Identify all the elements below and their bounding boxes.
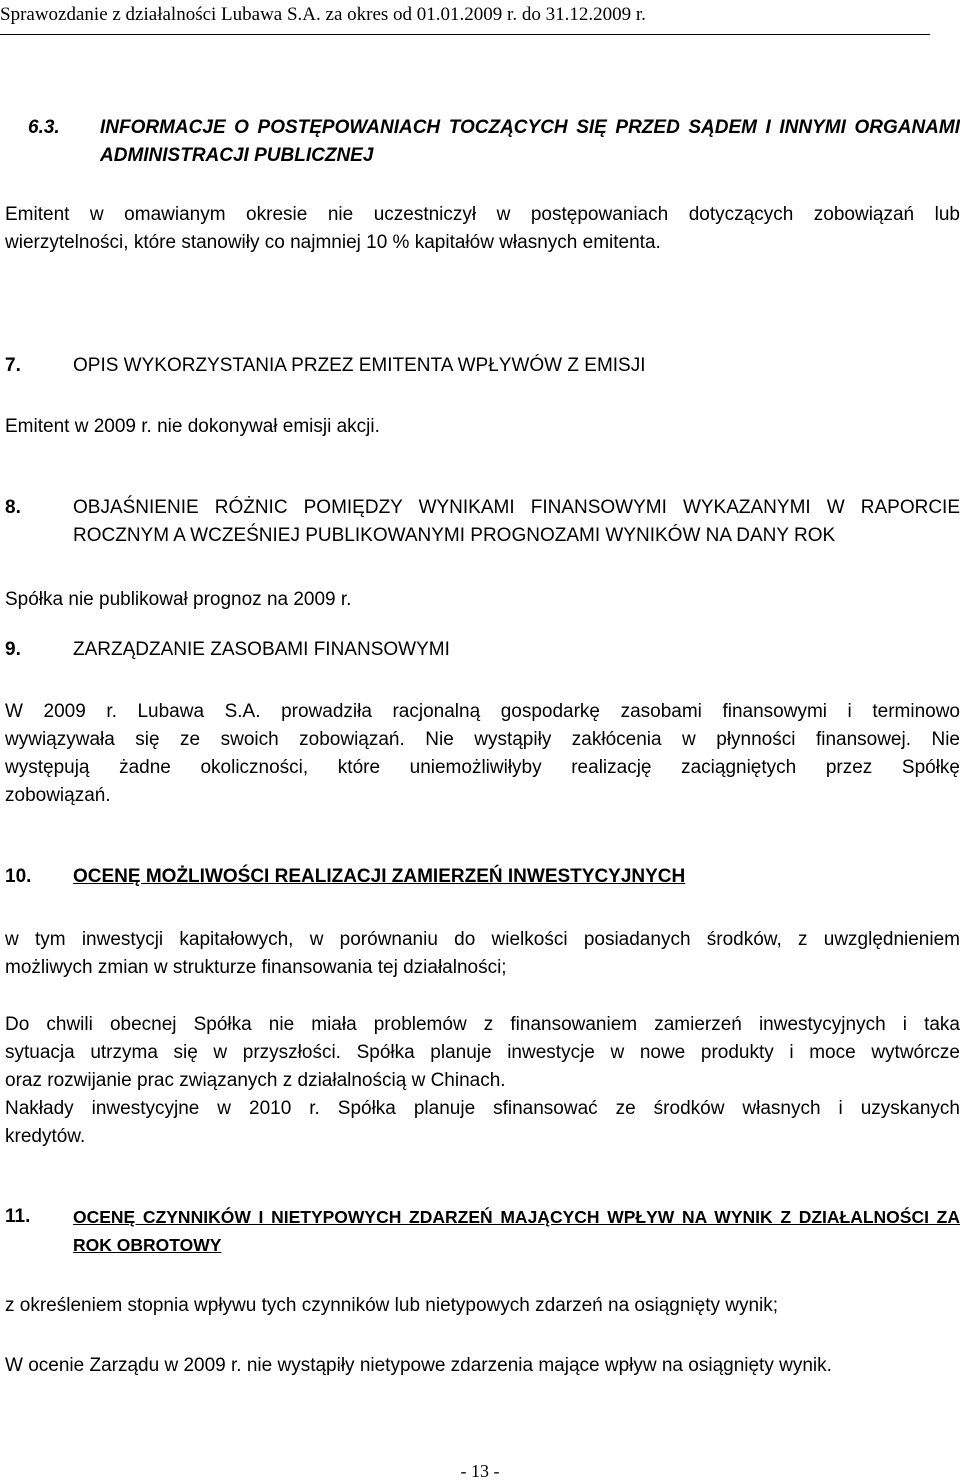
section-11-intro [5, 1292, 960, 1320]
section-10-title-line: OCENĘ MOŻLIWOŚCI REALIZACJI ZAMIERZEŃ INWESTYCYJNYCH [73, 866, 686, 887]
section-11-number: 11. [5, 1206, 31, 1227]
section-10-body-line: oraz rozwijanie prac związanych z działalnością w Chinach. [5, 1070, 506, 1091]
section-9-body-line: zobowiązań. [5, 785, 111, 806]
section-6-3-title-line: ADMINISTRACJI PUBLICZNEJ [100, 145, 374, 166]
section-8-title [73, 494, 960, 550]
section-11-intro-line: z określeniem stopnia wpływu tych czynników lub nietypowych zdarzeń na osiągnięty wynik; [5, 1295, 779, 1316]
section-11-title-line: OCENĘ CZYNNIKÓW I NIETYPOWYCH ZDARZEŃ MAJĄCYCH WPŁYW NA WYNIK Z DZIAŁALNOŚCI ZA [73, 1207, 960, 1227]
section-7-number: 7. [5, 355, 21, 376]
section-10-body-line: Do chwili obecnej Spółka nie miała problemów z finansowaniem zamierzeń inwestycyjnych i taka [5, 1014, 960, 1035]
section-10-title [73, 863, 953, 891]
section-10-intro [5, 926, 960, 982]
header-rule [0, 34, 930, 35]
section-7-body [5, 413, 960, 441]
section-11-title-line: ROK OBROTOWY [73, 1235, 222, 1255]
section-11-board-opinion [5, 1352, 960, 1380]
section-6-3-body-line: Emitent w omawianym okresie nie uczestniczył w postępowaniach dotyczących zobowiązań lub [5, 204, 960, 225]
section-8-body-line: Spółka nie publikował prognoz na 2009 r. [5, 589, 352, 610]
section-8-body [5, 586, 960, 614]
section-9-body-line: występują żadne okoliczności, które uniemożliwiłyby realizację zaciągniętych przez Spółkę [5, 757, 960, 778]
section-10-intro-line: możliwych zmian w strukturze finansowania tej działalności; [5, 957, 507, 978]
page-number: - 13 - [460, 1461, 500, 1481]
section-9-body-line: W 2009 r. Lubawa S.A. prowadziła racjonalną gospodarkę zasobami finansowymi i terminowo [5, 701, 960, 722]
section-6-3-title-line: INFORMACJE O POSTĘPOWANIACH TOCZĄCYCH SIĘ PRZED SĄDEM I INNYMI ORGANAMI [100, 117, 960, 138]
section-10-intro-line: w tym inwestycji kapitałowych, w porównaniu do wielkości posiadanych środków, z uwzględnieniem [5, 929, 960, 950]
section-10-body-line: sytuacja utrzyma się w przyszłości. Spółka planuje inwestycje w nowe produkty i moce wytwórcze [5, 1042, 960, 1063]
page-header: Sprawozdanie z działalności Lubawa S.A. za okres od 01.01.2009 r. do 31.12.2009 r. [0, 4, 646, 25]
section-10-number: 10. [5, 866, 32, 887]
section-8-title-line: OBJAŚNIENIE RÓŻNIC POMIĘDZY WYNIKAMI FINANSOWYMI WYKAZANYMI W RAPORCIE [73, 497, 960, 518]
section-6-3-body [5, 201, 960, 257]
section-11-title [73, 1203, 960, 1259]
section-10-body-line: kredytów. [5, 1126, 86, 1147]
section-7-title [73, 352, 953, 380]
section-9-body [5, 698, 960, 810]
section-7-title-line: OPIS WYKORZYSTANIA PRZEZ EMITENTA WPŁYWÓW Z EMISJI [73, 355, 646, 376]
section-7-body-line: Emitent w 2009 r. nie dokonywał emisji akcji. [5, 416, 380, 437]
section-11-body-line: W ocenie Zarządu w 2009 r. nie wystąpiły nietypowe zdarzenia mające wpływ na osiągnięty wynik. [5, 1355, 832, 1376]
section-9-title-line: ZARZĄDZANIE ZASOBAMI FINANSOWYMI [73, 639, 450, 660]
section-9-title [73, 636, 953, 664]
section-10-body [5, 1011, 960, 1151]
section-8-number: 8. [5, 497, 21, 518]
section-10-body-line: Nakłady inwestycyjne w 2010 r. Spółka planuje sfinansować ze środków własnych i uzyskanych [5, 1098, 960, 1119]
section-8-title-line: ROCZNYM A WCZEŚNIEJ PUBLIKOWANYMI PROGNOZAMI WYNIKÓW NA DANY ROK [73, 525, 836, 546]
section-9-body-line: wywiązywała się ze swoich zobowiązań. Nie wystąpiły zakłócenia w płynności finansowej. Nie [5, 729, 960, 750]
section-6-3-title [100, 114, 960, 170]
section-9-number: 9. [5, 639, 21, 660]
section-6-3-body-line: wierzytelności, które stanowiły co najmniej 10 % kapitałów własnych emitenta. [5, 232, 661, 253]
section-6-3-number: 6.3. [28, 117, 60, 138]
